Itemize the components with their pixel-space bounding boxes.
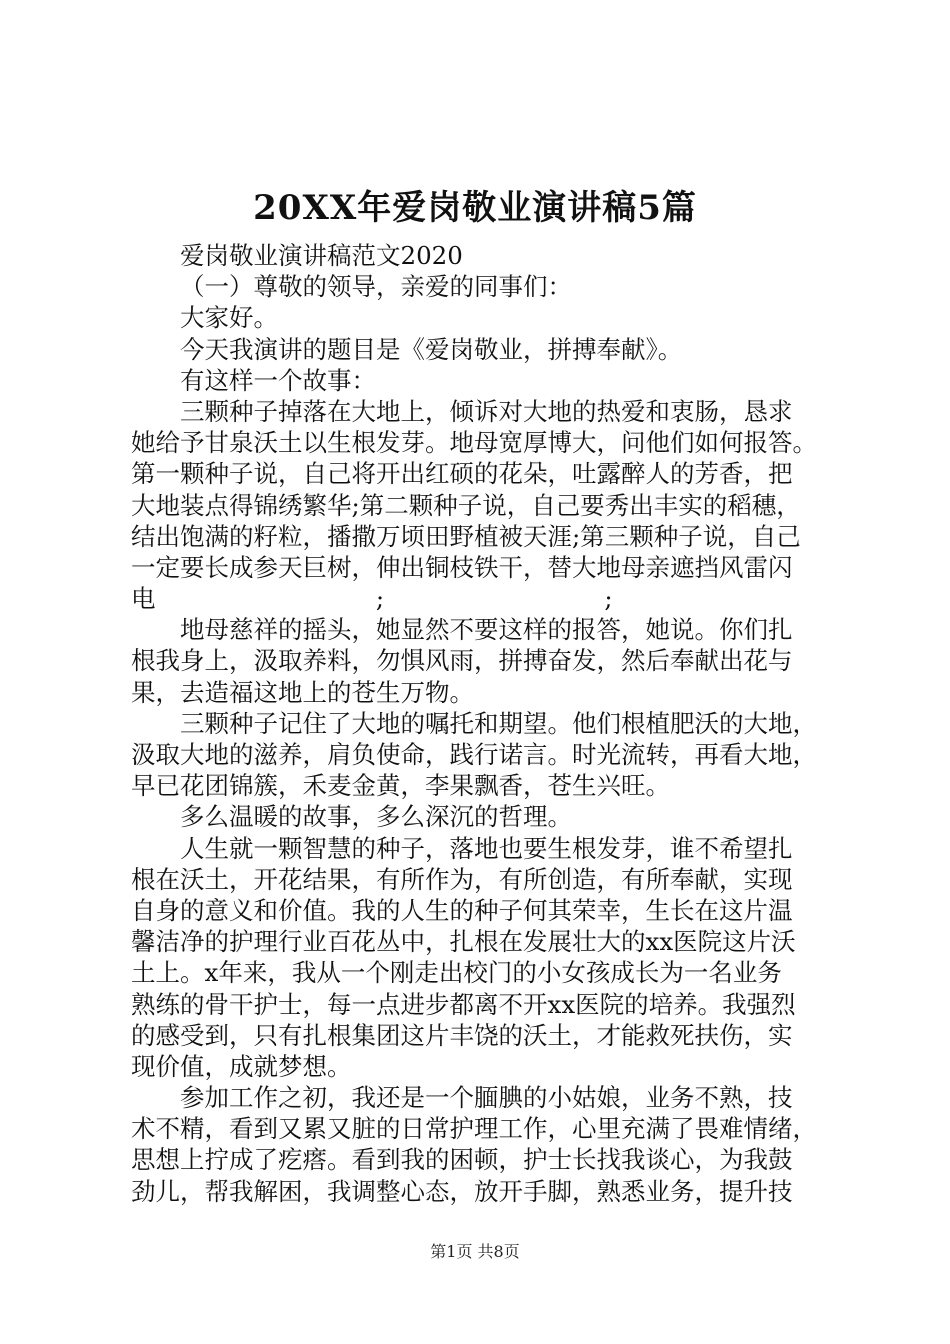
paragraph-line: 早已花团锦簇，禾麦金黄，李果飘香，苍生兴旺。 bbox=[131, 771, 670, 801]
document-title: 20XX年爱岗敬业演讲稿5篇 bbox=[253, 188, 697, 228]
paragraph-line: 术不精，看到又累又脏的日常护理工作，心里充满了畏难情绪， bbox=[131, 1114, 817, 1144]
paragraph-line: 一定要长成参天巨树，伸出铜枝铁干，替大地母亲遮挡风雷闪 bbox=[131, 552, 793, 582]
paragraph-line: 多么温暖的故事，多么深沉的哲理。 bbox=[180, 802, 572, 832]
paragraph-line: 现价值，成就梦想。 bbox=[131, 1051, 352, 1081]
paragraph-line: 大地装点得锦绣繁华;第二颗种子说，自己要秀出丰实的稻穗， bbox=[131, 490, 801, 520]
paragraph-line bbox=[131, 583, 833, 614]
paragraph-line: 的感受到，只有扎根集团这片丰饶的沃土，才能救死扶伤，实 bbox=[131, 1020, 793, 1050]
paragraph-line: 爱岗敬业演讲稿范文2020 bbox=[180, 241, 463, 270]
line-segment: ; bbox=[375, 584, 385, 614]
paragraph-line: （一）尊敬的领导，亲爱的同事们： bbox=[180, 272, 572, 302]
paragraph-line: 汲取大地的滋养，肩负使命，践行诺言。时光流转，再看大地， bbox=[131, 740, 817, 769]
paragraph-line: 自身的意义和价值。我的人生的种子何其荣幸，生长在这片温 bbox=[131, 895, 793, 925]
paragraph-line: 根我身上，汲取养料，勿惧风雨，拼搏奋发，然后奉献出花与 bbox=[131, 646, 793, 676]
document-body bbox=[131, 240, 833, 1207]
line-segment: 电 bbox=[131, 584, 156, 614]
paragraph-line: 劲儿，帮我解困，我调整心态，放开手脚，熟悉业务，提升技 bbox=[131, 1176, 793, 1206]
paragraph-line: 思想上拧成了疙瘩。看到我的困顿，护士长找我谈心，为我鼓 bbox=[131, 1145, 793, 1175]
paragraph-line: 三颗种子记住了大地的嘱托和期望。他们根植肥沃的大地， bbox=[180, 708, 817, 738]
paragraph-line: 根在沃土，开花结果，有所作为，有所创造，有所奉献，实现 bbox=[131, 864, 793, 894]
paragraph-line: 人生就一颗智慧的种子，落地也要生根发芽，谁不希望扎 bbox=[180, 833, 793, 863]
paragraph-line: 馨洁净的护理行业百花丛中，扎根在发展壮大的xx医院这片沃 bbox=[131, 927, 796, 957]
paragraph-line: 大家好。 bbox=[180, 303, 278, 333]
page-footer: 第1页 共8页 bbox=[430, 1242, 520, 1261]
paragraph-line: 果，去造福这地上的苍生万物。 bbox=[131, 677, 474, 707]
paragraph-line: 她给予甘泉沃土以生根发芽。地母宽厚博大，问他们如何报答。 bbox=[131, 428, 817, 458]
paragraph-line: 结出饱满的籽粒，播撒万顷田野植被天涯;第三颗种子说，自己 bbox=[131, 521, 801, 551]
paragraph-line: 三颗种子掉落在大地上，倾诉对大地的热爱和衷肠，恳求 bbox=[180, 396, 793, 426]
paragraph-line: 参加工作之初，我还是一个腼腆的小姑娘，业务不熟，技 bbox=[180, 1083, 793, 1113]
paragraph-line: 土上。x年来，我从一个刚走出校门的小女孩成长为一名业务 bbox=[131, 958, 782, 988]
paragraph-line: 今天我演讲的题目是《爱岗敬业，拼搏奉献》。 bbox=[180, 334, 683, 364]
paragraph-line: 第一颗种子说，自己将开出红硕的花朵，吐露醉人的芳香，把 bbox=[131, 459, 793, 489]
paragraph-line: 有这样一个故事： bbox=[180, 365, 376, 395]
paragraph-line: 地母慈祥的摇头，她显然不要这样的报答，她说。你们扎 bbox=[180, 615, 793, 645]
paragraph-line: 熟练的骨干护士，每一点进步都离不开xx医院的培养。我强烈 bbox=[131, 989, 796, 1019]
line-segment: ; bbox=[604, 584, 613, 614]
